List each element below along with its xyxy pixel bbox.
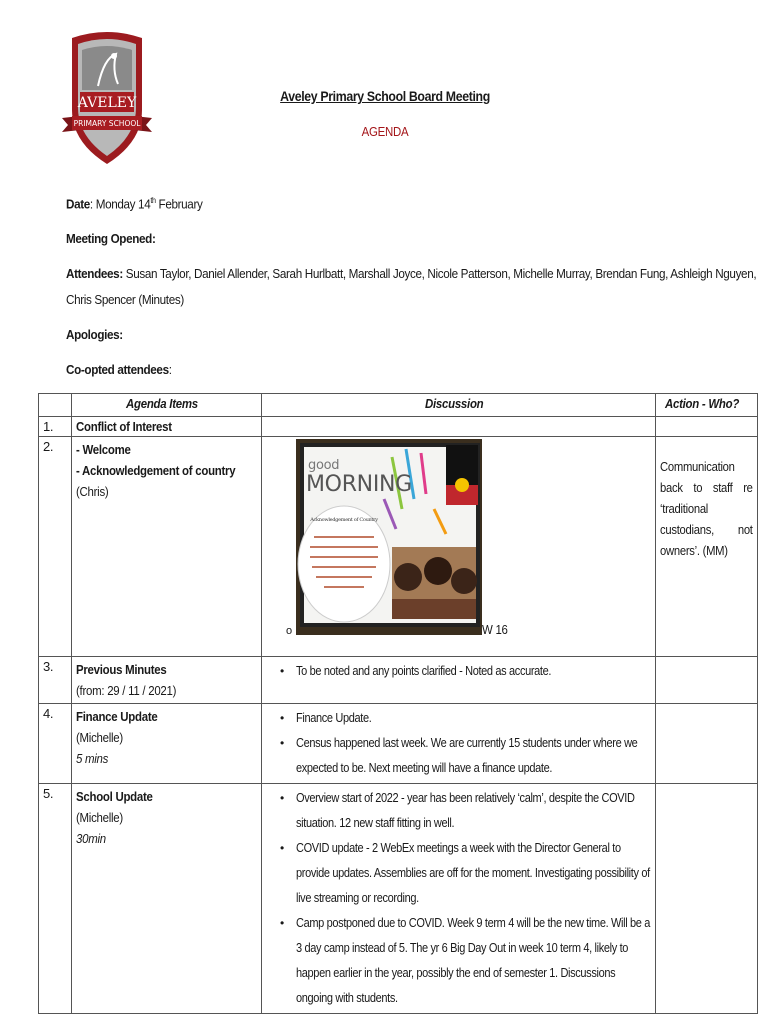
- table-row: [39, 784, 758, 1014]
- attendees-line: Attendees: Susan Taylor, Daniel Allender, Sarah Hurlbatt, Marshall Joyce, Nicole Patterson, Michelle Murray, Brendan Fung, Ashleigh Nguyen,: [66, 266, 757, 281]
- discussion-cell: [261, 657, 655, 704]
- agenda-table: [38, 393, 758, 1014]
- document-subtitle: AGENDA: [361, 124, 409, 139]
- bullet-item: • Overview start of 2022 - year has been relatively ‘calm’, despite the COVID situation. 12 new staff fitting in well.: [296, 786, 651, 836]
- photo-caption-right: W 16: [481, 622, 508, 637]
- bullet-item: • Census happened last week. We are currently 15 students under where we expected to be. Next meeting will have a finance update.: [296, 731, 651, 781]
- discussion-cell: [261, 704, 655, 784]
- agenda-item: - Welcome - Acknowledgement of country (Chris): [71, 437, 261, 657]
- photo-caption-left: o: [285, 625, 292, 637]
- slide-ack-text: Acknowledgement of Country: [310, 517, 378, 523]
- svg-text:AVELEY: AVELEY: [77, 95, 137, 111]
- svg-text:PRIMARY SCHOOL: PRIMARY SCHOOL: [73, 119, 141, 128]
- good-morning-slide-photo: [266, 439, 651, 651]
- row-number: 5.: [39, 784, 72, 1014]
- discussion-cell: [261, 417, 655, 437]
- table-row: [39, 417, 758, 437]
- agenda-item: Finance Update (Michelle) 5 mins: [71, 704, 261, 784]
- bullet-item: • Camp postponed due to COVID. Week 9 term 4 will be the new time. Will be a 3 day camp instead of 5. The yr 6 Big Day Out in week 10 term 4, likely to happen earlier in the year, possibly the end of semester 1. Discussions ongoing with students.: [296, 911, 651, 1011]
- attendees-line-2: Chris Spencer (Minutes): [66, 292, 184, 307]
- row-number: 1.: [39, 417, 72, 437]
- slide-good-text: good: [307, 458, 340, 473]
- header-agenda-items: Agenda Items: [71, 394, 261, 417]
- bullet-item: • Finance Update.: [296, 706, 651, 731]
- action-cell: [656, 417, 758, 437]
- header-num: [39, 394, 72, 417]
- apologies-label: Apologies:: [66, 327, 123, 342]
- table-row: [39, 437, 758, 657]
- slide-morning-text: MORNING: [305, 472, 412, 497]
- bullet-item: • COVID update - 2 WebEx meetings a week with the Director General to provide updates. Assemblies are off for the moment. Investigating possibility of live streaming or recording.: [296, 836, 651, 911]
- table-header-row: [39, 394, 758, 417]
- row-number: 3.: [39, 657, 72, 704]
- document-title: Aveley Primary School Board Meeting: [280, 88, 490, 104]
- action-cell: [656, 784, 758, 1014]
- table-row: [39, 704, 758, 784]
- header-action: Action - Who?: [656, 394, 758, 417]
- agenda-item: School Update (Michelle) 30min: [71, 784, 261, 1014]
- row-number: 4.: [39, 704, 72, 784]
- discussion-cell: [261, 784, 655, 1014]
- action-cell: Communication back to staff re ‘traditional custodians, not owners’. (MM): [656, 437, 758, 657]
- bullet-item: • To be noted and any points clarified - Noted as accurate.: [296, 659, 651, 684]
- meeting-opened-label: Meeting Opened:: [66, 231, 156, 246]
- agenda-item: Conflict of Interest: [71, 417, 261, 437]
- discussion-cell: [261, 437, 655, 657]
- header-discussion: Discussion: [261, 394, 655, 417]
- date-line: Date: Monday 14th February: [66, 196, 203, 212]
- action-cell: [656, 704, 758, 784]
- slide-image: [296, 439, 482, 635]
- coopted-label: Co-opted attendees:: [66, 362, 172, 377]
- action-cell: [656, 657, 758, 704]
- table-row: [39, 657, 758, 704]
- row-number: 2.: [39, 437, 72, 657]
- agenda-item: Previous Minutes (from: 29 / 11 / 2021): [71, 657, 261, 704]
